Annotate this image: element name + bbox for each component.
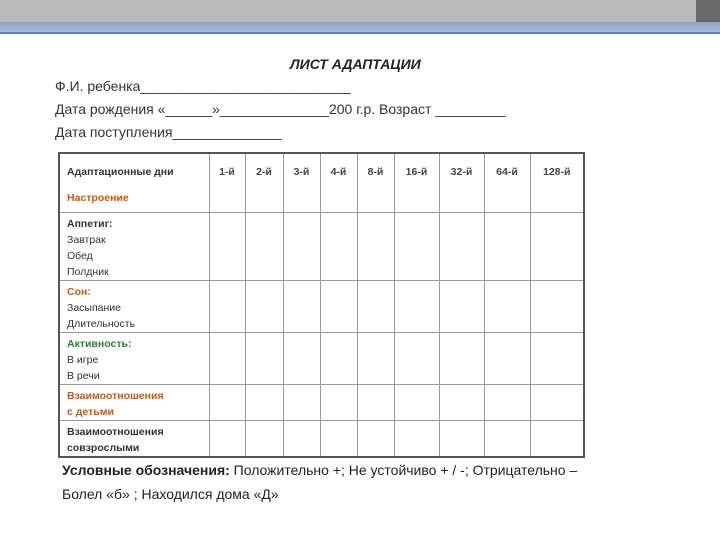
table-cell[interactable] — [394, 332, 439, 384]
row-label-activity: Активность: В игре В речи — [59, 332, 209, 384]
table-cell[interactable] — [357, 332, 394, 384]
admission-date-field: Дата поступления______________ — [55, 124, 282, 140]
table-cell[interactable] — [530, 420, 584, 457]
day-header: 4-й — [320, 153, 357, 212]
table-cell[interactable] — [209, 332, 245, 384]
table-cell[interactable] — [439, 280, 484, 332]
table-cell[interactable] — [209, 280, 245, 332]
days-header-label: Адаптационные дни — [67, 166, 174, 178]
table-cell[interactable] — [320, 420, 357, 457]
table-cell[interactable] — [357, 212, 394, 280]
day-header: 8-й — [357, 153, 394, 212]
table-cell[interactable] — [484, 280, 530, 332]
day-header: 128-й — [530, 153, 584, 212]
row-label-adults: Взаимоотношения совзрослыми — [59, 420, 209, 457]
table-cell[interactable] — [530, 280, 584, 332]
table-cell[interactable] — [357, 280, 394, 332]
table-cell[interactable] — [245, 332, 283, 384]
top-bar — [0, 0, 720, 22]
table-cell[interactable] — [209, 420, 245, 457]
table-cell[interactable] — [245, 420, 283, 457]
table-cell[interactable] — [283, 280, 320, 332]
legend-line-1 — [62, 462, 577, 478]
table-cell[interactable] — [357, 420, 394, 457]
header-cell — [59, 153, 209, 212]
table-cell[interactable] — [283, 384, 320, 420]
table-cell[interactable] — [439, 420, 484, 457]
table-cell[interactable] — [394, 420, 439, 457]
table-cell[interactable] — [283, 420, 320, 457]
page-title: ЛИСТ АДАПТАЦИИ — [290, 56, 421, 72]
table-row — [59, 332, 584, 384]
table-cell[interactable] — [320, 212, 357, 280]
day-header: 16-й — [394, 153, 439, 212]
table-cell[interactable] — [394, 212, 439, 280]
table-cell[interactable] — [357, 384, 394, 420]
table-cell[interactable] — [439, 332, 484, 384]
table-cell[interactable] — [530, 384, 584, 420]
day-header: 64-й — [484, 153, 530, 212]
table-cell[interactable] — [439, 384, 484, 420]
table-cell[interactable] — [245, 384, 283, 420]
day-header: 2-й — [245, 153, 283, 212]
table-cell[interactable] — [484, 332, 530, 384]
day-header: 1-й — [209, 153, 245, 212]
table-cell[interactable] — [209, 384, 245, 420]
row-label-sleep: Сон: Засыпание Длительность — [59, 280, 209, 332]
table-row — [59, 212, 584, 280]
adaptation-table — [58, 152, 583, 454]
table-cell[interactable] — [484, 384, 530, 420]
table-cell[interactable] — [484, 420, 530, 457]
legend-label: Условные обозначения: — [62, 462, 230, 478]
row-label-children: Взаимоотношения с детьми — [59, 384, 209, 420]
child-name-field: Ф.И. ребенка___________________________ — [55, 78, 351, 94]
table-cell[interactable] — [394, 384, 439, 420]
legend-line-2: Болел «б» ; Находился дома «Д» — [62, 486, 279, 502]
header-line — [0, 32, 720, 34]
legend-text: Положительно +; Не устойчиво + / -; Отрицательно – — [229, 462, 578, 478]
table-cell[interactable] — [484, 212, 530, 280]
table-cell[interactable] — [320, 332, 357, 384]
table-cell[interactable] — [320, 280, 357, 332]
table-cell[interactable] — [394, 280, 439, 332]
table-cell[interactable] — [439, 212, 484, 280]
row-label-appetite: Аппетиг: Завтрак Обед Полдник — [59, 212, 209, 280]
table-cell[interactable] — [530, 212, 584, 280]
table-cell[interactable] — [245, 280, 283, 332]
day-header: 3-й — [283, 153, 320, 212]
table-cell[interactable] — [283, 332, 320, 384]
day-header: 32-й — [439, 153, 484, 212]
table-cell[interactable] — [530, 332, 584, 384]
birth-date-field: Дата рождения «______»______________200 г.р. Возраст _________ — [55, 101, 506, 117]
mood-label: Настроение — [67, 192, 129, 204]
table-row — [59, 280, 584, 332]
header-band — [0, 22, 720, 32]
table-row — [59, 420, 584, 457]
top-bar-corner — [696, 0, 720, 22]
table-cell[interactable] — [245, 212, 283, 280]
table-cell[interactable] — [283, 212, 320, 280]
table-cell[interactable] — [320, 384, 357, 420]
table-cell[interactable] — [209, 212, 245, 280]
table-row — [59, 384, 584, 420]
